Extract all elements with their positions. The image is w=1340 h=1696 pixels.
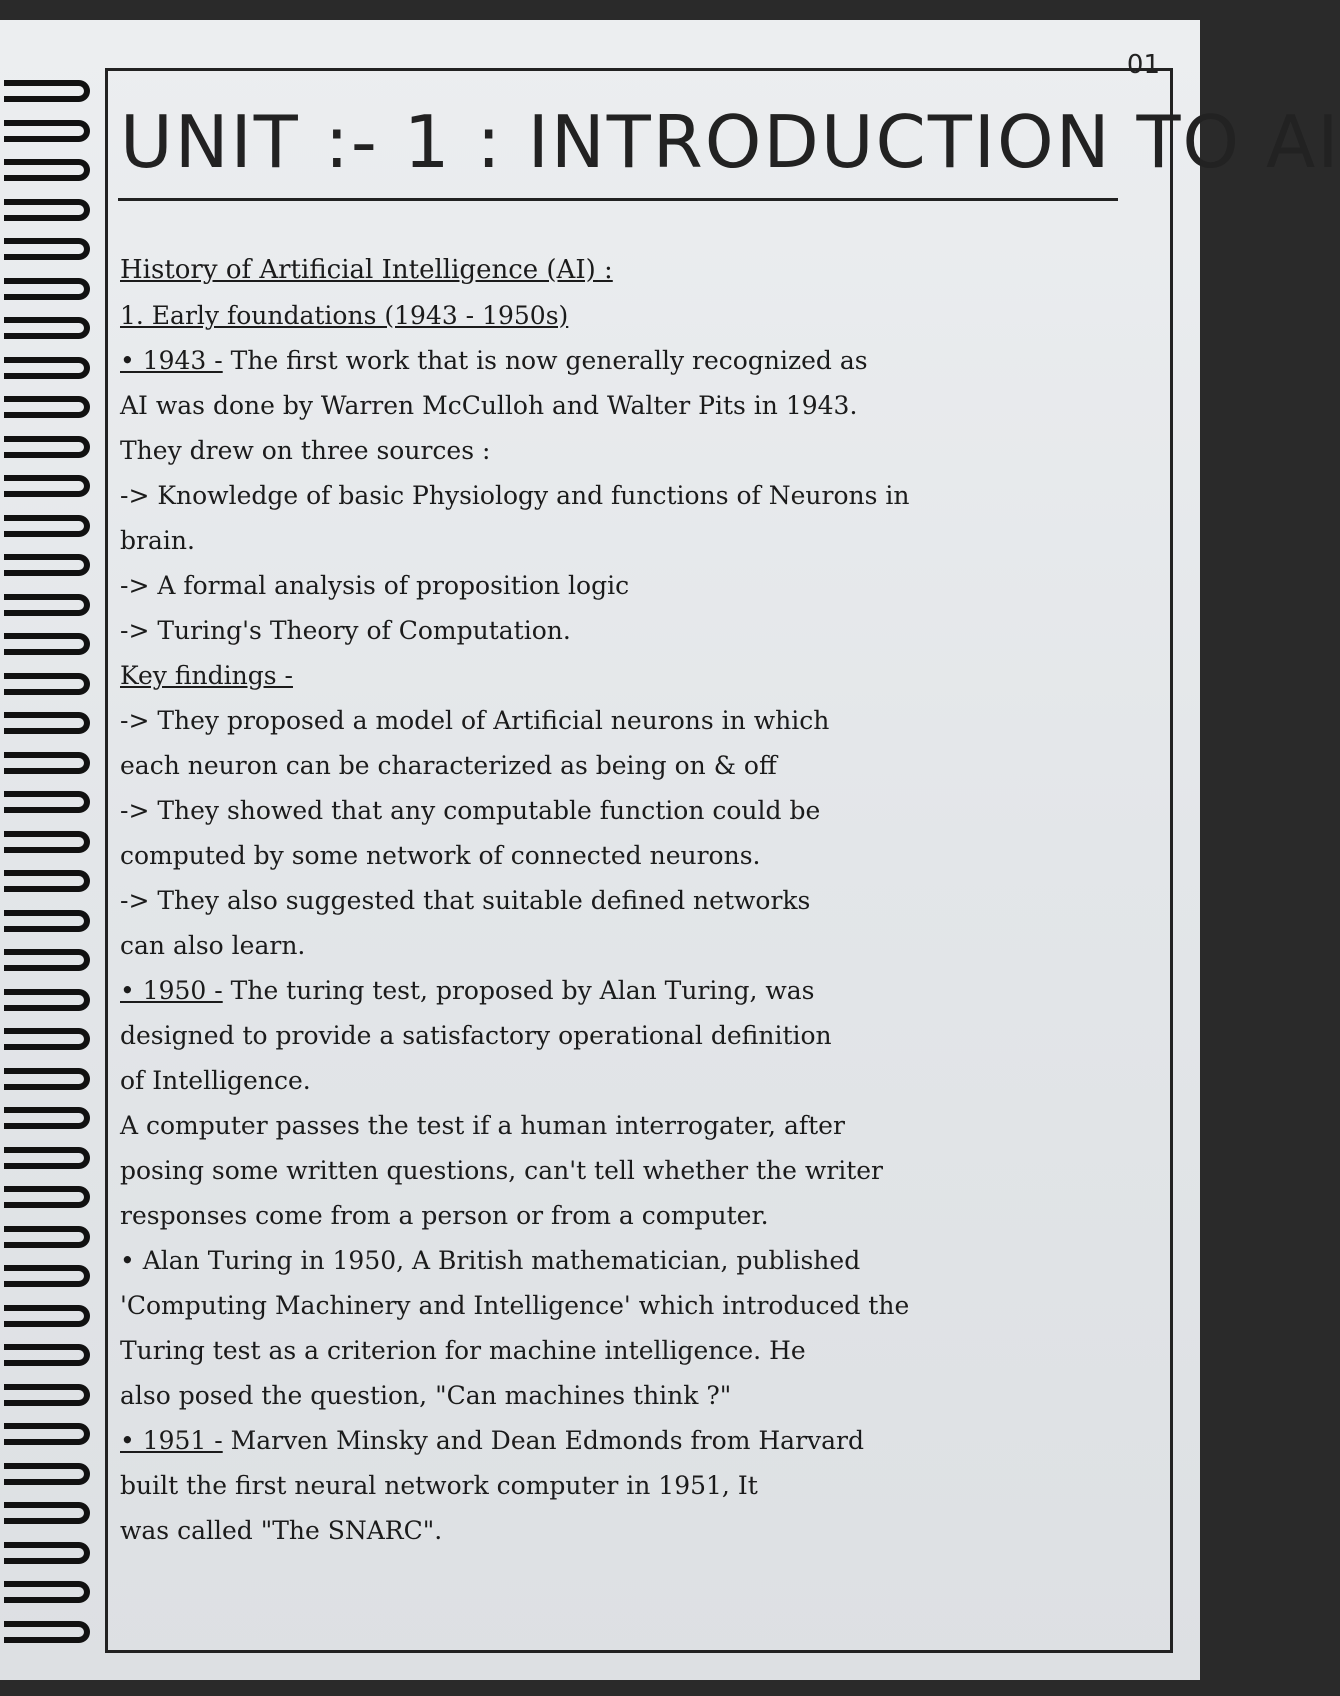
spiral-ring (4, 870, 90, 892)
note-line (120, 1463, 1160, 1508)
section-heading: History of Artificial Intelligence (AI) : (120, 255, 613, 285)
note-text: 'Computing Machinery and Intelligence' which introduced the (120, 1291, 910, 1320)
spiral-ring (4, 396, 90, 418)
note-line (120, 1283, 1160, 1328)
spiral-ring (4, 120, 90, 142)
note-text: The turing test, proposed by Alan Turing, was (222, 976, 815, 1005)
note-line (120, 1418, 1160, 1463)
note-text: -> Turing's Theory of Computation. (120, 616, 571, 645)
note-text: The first work that is now generally recognized as (222, 346, 868, 375)
spiral-ring (4, 1028, 90, 1050)
note-line (120, 473, 1160, 518)
sub-heading: 1. Early foundations (1943 - 1950s) (120, 301, 569, 330)
note-line (120, 563, 1160, 608)
title-underline (118, 198, 1118, 201)
note-text: • Alan Turing in 1950, A British mathematician, published (120, 1246, 861, 1275)
spiral-ring (4, 1621, 90, 1643)
spiral-ring (4, 475, 90, 497)
spiral-ring (4, 1107, 90, 1129)
spiral-ring (4, 1502, 90, 1524)
note-text: can also learn. (120, 931, 306, 960)
spiral-ring (4, 1581, 90, 1603)
note-text: also posed the question, "Can machines think ?" (120, 1381, 732, 1410)
note-line (120, 1193, 1160, 1238)
note-text: Key findings - (120, 661, 293, 690)
page-title: UNIT :- 1 : INTRODUCTION TO AI (120, 100, 1340, 184)
note-line (120, 743, 1160, 788)
spiral-ring (4, 554, 90, 576)
notes-body (120, 248, 1160, 1553)
spiral-ring (4, 989, 90, 1011)
note-line (120, 1373, 1160, 1418)
note-text: computed by some network of connected neurons. (120, 841, 761, 870)
year-label: • 1943 - (120, 346, 223, 375)
spiral-ring (4, 1068, 90, 1090)
spiral-ring (4, 515, 90, 537)
note-line (120, 428, 1160, 473)
note-line (120, 1148, 1160, 1193)
spiral-ring (4, 831, 90, 853)
year-label: • 1950 - (120, 976, 223, 1005)
spiral-ring (4, 436, 90, 458)
spiral-binding (0, 80, 100, 1670)
spiral-ring (4, 159, 90, 181)
note-text: -> A formal analysis of proposition logic (120, 571, 630, 600)
note-line (120, 518, 1160, 563)
page-number: 01 (1126, 50, 1160, 80)
spiral-ring (4, 1344, 90, 1366)
spiral-ring (4, 712, 90, 734)
spiral-ring (4, 238, 90, 260)
note-line (120, 383, 1160, 428)
spiral-ring (4, 949, 90, 971)
note-text: each neuron can be characterized as being on & off (120, 751, 777, 780)
note-text: posing some written questions, can't tell whether the writer (120, 1156, 884, 1185)
spiral-ring (4, 1423, 90, 1445)
note-text: AI was done by Warren McCulloh and Walter Pits in 1943. (120, 391, 858, 420)
spiral-ring (4, 633, 90, 655)
note-line (120, 653, 1160, 698)
spiral-ring (4, 199, 90, 221)
note-text: was called "The SNARC". (120, 1516, 443, 1545)
note-text: -> They proposed a model of Artificial neurons in which (120, 706, 830, 735)
spiral-ring (4, 594, 90, 616)
note-line (120, 923, 1160, 968)
note-line (120, 698, 1160, 743)
spiral-ring (4, 752, 90, 774)
note-text: brain. (120, 526, 195, 555)
note-text: -> They also suggested that suitable defined networks (120, 886, 811, 915)
spiral-ring (4, 1384, 90, 1406)
note-line (120, 608, 1160, 653)
note-text: responses come from a person or from a computer. (120, 1201, 769, 1230)
note-line (120, 1103, 1160, 1148)
note-line (120, 338, 1160, 383)
notes-lines (120, 338, 1160, 1553)
note-line (120, 1328, 1160, 1373)
spiral-ring (4, 1147, 90, 1169)
spiral-ring (4, 1226, 90, 1248)
note-line (120, 788, 1160, 833)
note-text: built the first neural network computer in 1951, It (120, 1471, 758, 1500)
spiral-ring (4, 1463, 90, 1485)
note-text: Turing test as a criterion for machine intelligence. He (120, 1336, 806, 1365)
spiral-ring (4, 80, 90, 102)
spiral-ring (4, 1542, 90, 1564)
note-text: -> They showed that any computable function could be (120, 796, 821, 825)
spiral-ring (4, 1305, 90, 1327)
year-label: • 1951 - (120, 1426, 223, 1455)
note-text: -> Knowledge of basic Physiology and functions of Neurons in (120, 481, 910, 510)
note-line (120, 1013, 1160, 1058)
spiral-ring (4, 1265, 90, 1287)
note-text: Marven Minsky and Dean Edmonds from Harvard (222, 1426, 865, 1455)
spiral-ring (4, 317, 90, 339)
note-text: of Intelligence. (120, 1066, 311, 1095)
note-line (120, 878, 1160, 923)
note-text: They drew on three sources : (120, 436, 491, 465)
spiral-ring (4, 278, 90, 300)
spiral-ring (4, 673, 90, 695)
note-text: designed to provide a satisfactory operational definition (120, 1021, 832, 1050)
note-line (120, 1058, 1160, 1103)
spiral-ring (4, 910, 90, 932)
spiral-ring (4, 791, 90, 813)
spiral-ring (4, 1186, 90, 1208)
spiral-ring (4, 357, 90, 379)
note-line (120, 968, 1160, 1013)
note-line (120, 833, 1160, 878)
note-line (120, 1508, 1160, 1553)
note-line (120, 1238, 1160, 1283)
note-text: A computer passes the test if a human interrogater, after (120, 1111, 845, 1140)
